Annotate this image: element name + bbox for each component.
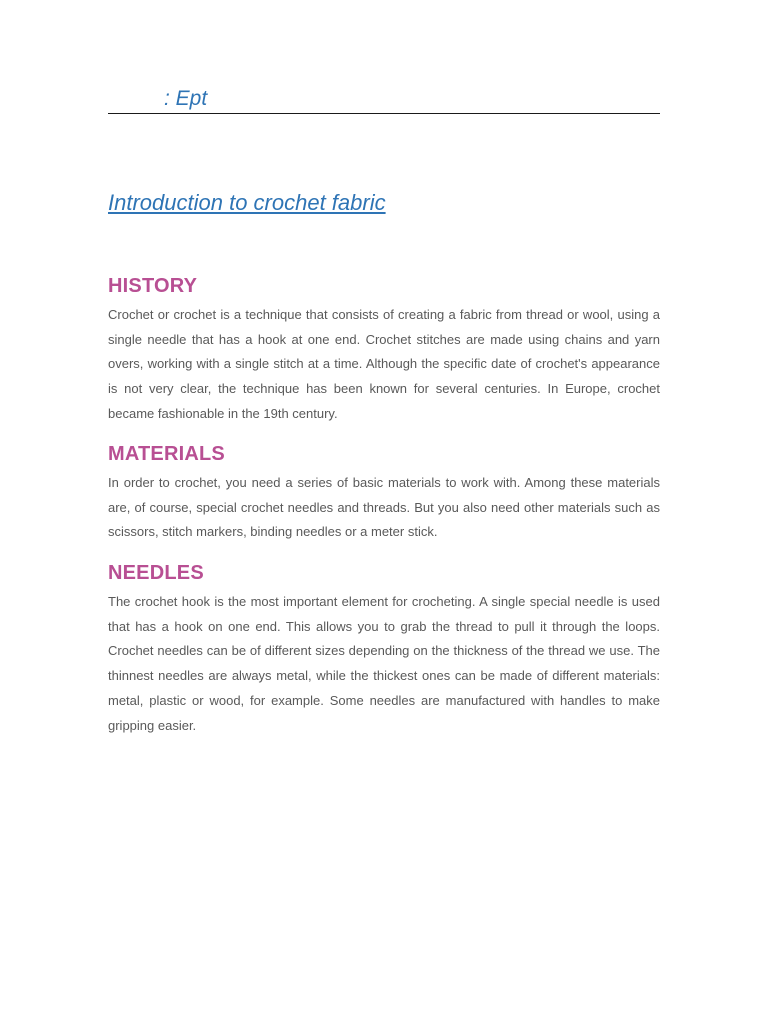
- page-header: [108, 86, 660, 114]
- section-heading-needles: NEEDLES: [108, 562, 204, 584]
- section-needles: [108, 561, 660, 738]
- document-title: Introduction to crochet fabric: [108, 190, 386, 215]
- section-materials: [108, 442, 660, 545]
- section-heading-materials: MATERIALS: [108, 443, 225, 465]
- section-heading-history: HISTORY: [108, 275, 198, 297]
- section-body-materials: In order to crochet, you need a series of basic materials to work with. Among these materials are, of course, special crochet needles and threads. But you also need other materials such as scissors, stitch markers, binding needles or a meter stick.: [108, 475, 660, 540]
- section-body-history: Crochet or crochet is a technique that consists of creating a fabric from thread or wool, using a single needle that has a hook at one end. Crochet stitches are made using chains and yarn overs, working with a single stitch at a time. Although the specific date of crochet's appearance is not very clear, the technique has been known for several centuries. In Europe, crochet became fashionable in the 19th century.: [108, 307, 660, 421]
- section-history: [108, 274, 660, 427]
- section-body-needles: The crochet hook is the most important element for crocheting. A single special needle is used that has a hook on one end. This allows you to grab the thread to pull it through the loops. Crochet needles can be of different sizes depending on the thickness of the thread we use. The thinnest needles are always metal, while the thickest ones can be made of different materials: metal, plastic or wood, for example. Some needles are manufactured with handles to make gripping easier.: [108, 594, 660, 733]
- header-text: : Ept: [164, 87, 208, 110]
